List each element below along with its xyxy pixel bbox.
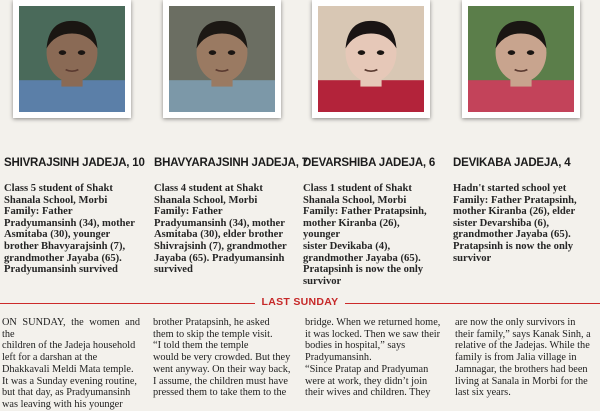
divider-rule-right: [345, 303, 600, 304]
article-column-4: are now the only survivors in their family,” says Kanak Sinh, a relative of the Jadejas. While the family is from Jalia village in Jamnagar, the brothers had been living at Sanala in Morbi for the last six years.: [455, 317, 591, 399]
article-column-1: ON SUNDAY, the women and the children of the Jadeja household left for a darshan at the Dhakkavali Meldi Mata temple. It was a Sunday evening routine, but that day, as Pradyumansinh was leaving with his younger: [2, 317, 140, 410]
profile-name: SHIVRAJSINH JADEJA, 10: [4, 157, 145, 169]
profile-name: DEVIKABA JADEJA, 4: [453, 157, 571, 169]
section-label: LAST SUNDAY: [261, 296, 339, 308]
section-divider: [0, 296, 600, 310]
profile-description: Class 1 student of Shakt Shanala School, Morbi Family: Father Pratapsinh, mother Kiranba (26), younger sister Devikaba (4), grandmother Jayaba (65). Pratapsinh is now the only survivor: [303, 183, 427, 287]
portrait-photo: [163, 0, 281, 118]
portrait-photo: [462, 0, 580, 118]
profile-description: Class 4 student at Shakt Shanala School, Morbi Family: Father Pradyumansinh (34), mother Asmitaba (30), elder brother Shivrajsinh (7), grandmother Jayaba (65). Pradyumansinh survived: [154, 183, 287, 276]
profile-name: BHAVYARAJSINH JADEJA, 7: [154, 157, 308, 169]
profile-description: Hadn't started school yet Family: Father Pratapsinh, mother Kiranba (26), elder sister Devarshiba (6), grandmother Jayaba (65). Pratapsinh is now the only survivor: [453, 183, 577, 264]
profile-name: DEVARSHIBA JADEJA, 6: [303, 157, 436, 169]
article-column-3: bridge. When we returned home, it was locked. Then we saw their bodies in hospital,” says Pradyumansinh. “Since Pratap and Pradyuman were at work, they didn’t join their wives and children. They: [305, 317, 441, 399]
article-column-2: brother Pratapsinh, he asked them to skip the temple visit. “I told them the temple would be very crowded. But they went anyway. On their way back, I assume, the children must have pressed them to take them to the: [153, 317, 291, 399]
portrait-photo: [312, 0, 430, 118]
profile-description: Class 5 student of Shakt Shanala School, Morbi Family: Father Pradyumansinh (34), mother Asmitaba (30), younger brother Bhavyarajsinh (7), grandmother Jayaba (65). Pradyumansinh survived: [4, 183, 135, 276]
portrait-photo: [13, 0, 131, 118]
